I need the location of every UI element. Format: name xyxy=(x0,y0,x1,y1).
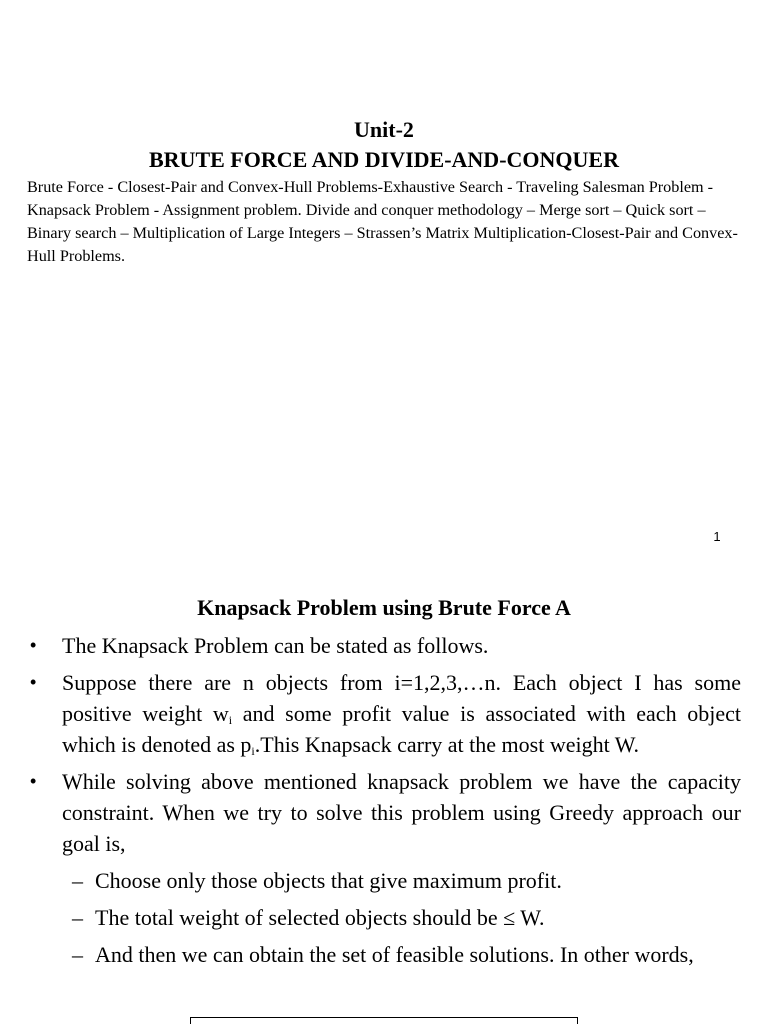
bullet-dot-icon: • xyxy=(30,771,37,791)
syllabus-paragraph: Brute Force - Closest-Pair and Convex-Hull Problems-Exhaustive Search - Traveling Salesman Problem - Knapsack Problem - Assignment problem. Divide and conquer methodology – Merge sort – Quick sort – Binary search – Multiplication of Large Integers – Strassen’s Matrix Multiplication-Closest-Pair and Convex-Hull Problems. xyxy=(27,178,738,265)
sub-bullet-text: Choose only those objects that give maximum profit. xyxy=(95,868,562,893)
bullet-text xyxy=(62,670,741,757)
sub-bullet-list xyxy=(0,865,768,970)
bullet-text-part: .This Knapsack carry at the most weight W. xyxy=(254,732,640,757)
sub-bullet-text: The total weight of selected objects should be ≤ W. xyxy=(95,905,545,930)
bullet-list xyxy=(0,630,768,976)
bullet-item xyxy=(0,766,768,859)
formula-box xyxy=(190,1017,578,1024)
subscript: i xyxy=(228,713,233,727)
dash-icon: – xyxy=(72,942,83,967)
sub-bullet-item xyxy=(0,902,768,933)
subscript: i xyxy=(251,744,255,758)
page-number: 1 xyxy=(713,529,721,544)
bullet-text-part: and some profit value is associated with each object which is denoted as p xyxy=(62,701,741,757)
bullet-item xyxy=(0,630,768,661)
bullet-text: The Knapsack Problem can be stated as follows. xyxy=(62,633,489,658)
sub-bullet-item xyxy=(0,939,768,970)
bullet-text: While solving above mentioned knapsack problem we have the capacity constraint. When we try to solve this problem using Greedy approach our goal is, xyxy=(62,769,741,856)
bullet-dot-icon: • xyxy=(30,635,37,655)
bullet-dot-icon: • xyxy=(30,672,37,692)
bullet-text-part: Suppose there are n objects from i=1,2,3,…n. Each object I has some positive weight w xyxy=(62,670,741,726)
dash-icon: – xyxy=(72,868,83,893)
slide-title: Knapsack Problem using Brute Force A xyxy=(197,595,571,620)
sub-bullet-text: And then we can obtain the set of feasible solutions. In other words, xyxy=(95,942,694,967)
slide-2 xyxy=(0,560,768,1024)
unit-heading: Unit-2 xyxy=(354,117,414,142)
sub-bullet-item xyxy=(0,865,768,896)
bullet-item xyxy=(0,667,768,760)
dash-icon: – xyxy=(72,905,83,930)
page-title: BRUTE FORCE AND DIVIDE-AND-CONQUER xyxy=(149,147,619,172)
